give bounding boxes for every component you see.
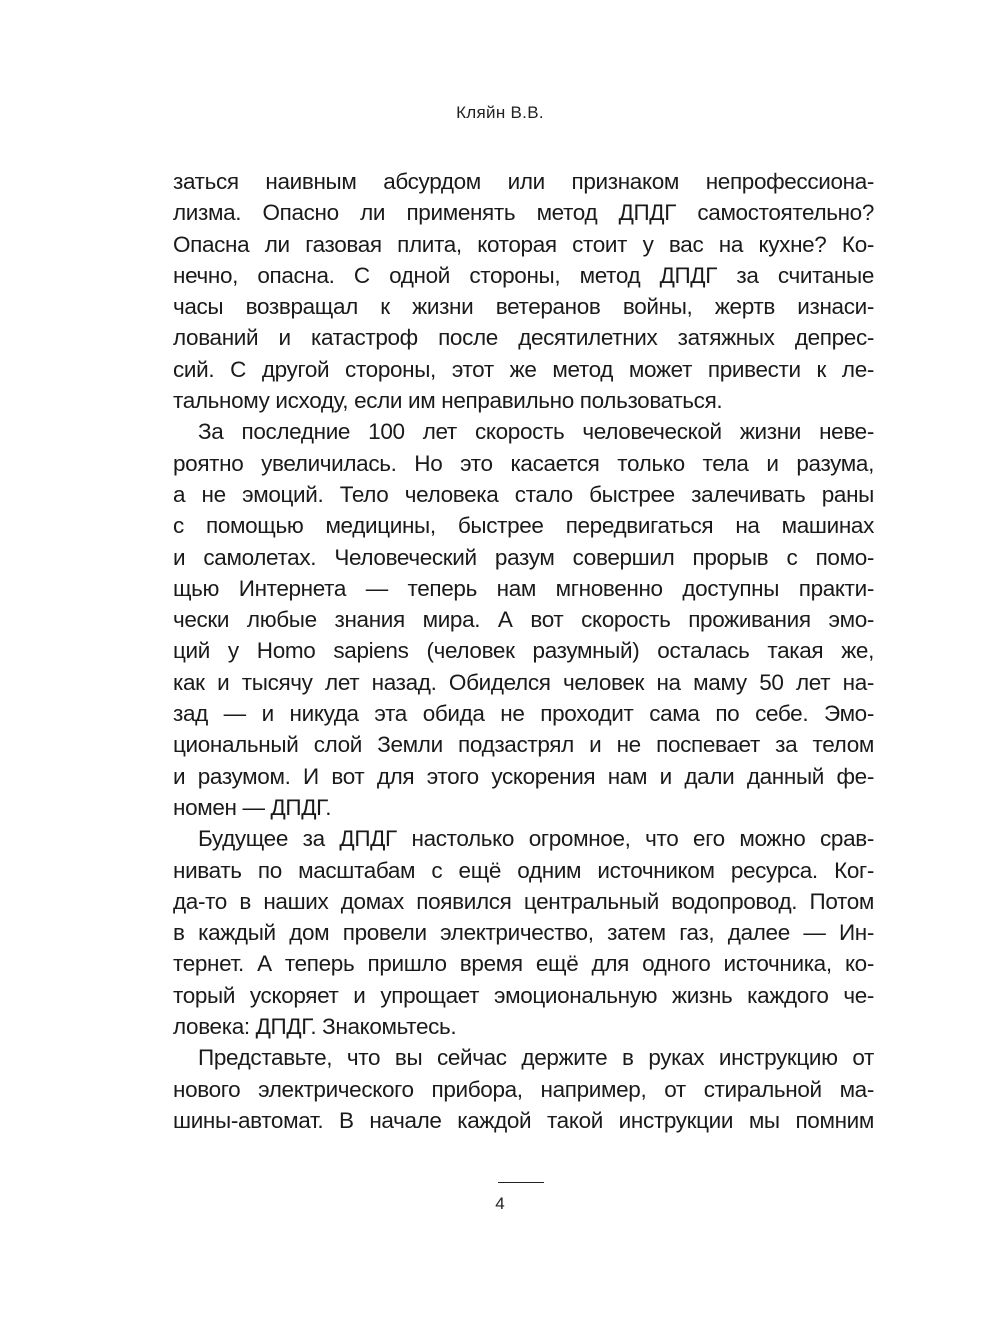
text-line: нового электрического прибора, например, от стиральной ма- — [173, 1076, 874, 1102]
text-line: нивать по масштабам с ещё одним источником ресурса. Ког- — [173, 857, 874, 883]
text-line: щью Интернета — теперь нам мгновенно доступны практи- — [173, 575, 874, 601]
text-line: роятно увеличилась. Но это касается только тела и разума, — [173, 450, 874, 476]
text-line: Будущее за ДПДГ настолько огромное, что его можно срав- — [198, 826, 874, 852]
text-line: тальному исходу, если им неправильно пользоваться. — [173, 388, 723, 414]
text-line: лизма. Опасно ли применять метод ДПДГ самостоятельно? — [173, 200, 874, 226]
text-line: а не эмоций. Тело человека стало быстрее залечивать раны — [173, 481, 874, 507]
body-text — [173, 166, 874, 1136]
text-line: в каждый дом провели электричество, затем газ, далее — Ин- — [173, 920, 874, 946]
page-number: 4 — [495, 1194, 505, 1213]
text-line: лований и катастроф после десятилетних затяжных депрес- — [173, 325, 874, 351]
footer-divider — [498, 1182, 544, 1183]
text-line: сий. С другой стороны, этот же метод может привести к ле- — [173, 356, 874, 382]
running-head-author: Кляйн В.В. — [456, 103, 544, 122]
text-line: и разумом. И вот для этого ускорения нам и дали данный фе- — [173, 763, 874, 789]
paragraph-1 — [173, 166, 874, 416]
text-line: чески любые знания мира. А вот скорость проживания эмо- — [173, 607, 874, 633]
text-line: циональный слой Земли подзастрял и не поспевает за телом — [173, 732, 874, 758]
text-line: тернет. А теперь пришло время ещё для одного источника, ко- — [173, 951, 874, 977]
paragraph-2 — [173, 416, 874, 823]
text-line: заться наивным абсурдом или признаком непрофессиона- — [173, 169, 874, 194]
text-line: ловека: ДПДГ. Знакомьтесь. — [173, 1014, 457, 1040]
text-line: с помощью медицины, быстрее передвигаться на машинах — [173, 513, 874, 539]
text-line: нечно, опасна. С одной стороны, метод ДПДГ за считаные — [173, 262, 874, 288]
text-line: как и тысячу лет назад. Обиделся человек на маму 50 лет на- — [173, 669, 874, 695]
text-line: ций у Homo sapiens (человек разумный) осталась такая же, — [173, 638, 874, 664]
text-line: зад — и никуда эта обида не проходит сама по себе. Эмо- — [173, 701, 874, 727]
text-line: Представьте, что вы сейчас держите в руках инструкцию от — [198, 1045, 874, 1071]
paragraph-4 — [173, 1042, 874, 1136]
text-line: Опасна ли газовая плита, которая стоит у вас на кухне? Ко- — [173, 231, 874, 257]
text-line: номен — ДПДГ. — [173, 794, 332, 820]
paragraph-3 — [173, 823, 874, 1042]
text-line: и самолетах. Человеческий разум совершил прорыв с помо- — [173, 544, 874, 570]
text-line: торый ускоряет и упрощает эмоциональную жизнь каждого че- — [173, 982, 874, 1008]
text-line: шины-автомат. В начале каждой такой инструкции мы помним — [173, 1107, 874, 1133]
text-line: да-то в наших домах появился центральный водопровод. Потом — [173, 888, 874, 914]
text-line: За последние 100 лет скорость человеческой жизни неве- — [198, 419, 874, 445]
text-line: часы возвращал к жизни ветеранов войны, жертв изнаси- — [173, 294, 874, 320]
